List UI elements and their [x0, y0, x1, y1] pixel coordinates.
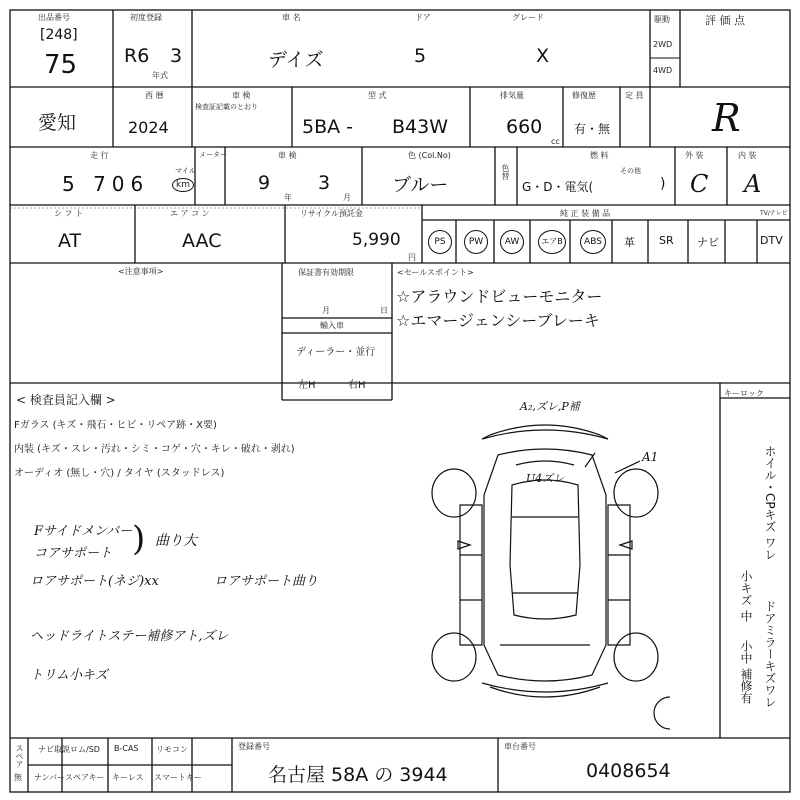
mileage-unit-km: km	[172, 178, 194, 192]
model-code: B43W	[392, 116, 448, 138]
grade-label: グレード	[512, 13, 544, 22]
number-label: ナンバー	[34, 773, 66, 782]
year-value: 2024	[128, 118, 169, 137]
keyless-label: キーレス	[112, 773, 144, 782]
equip-aw: AW	[500, 230, 524, 254]
exterior-label: 外 装	[685, 151, 704, 160]
capacity-label: 定 員	[625, 91, 644, 100]
interior-value: A	[744, 170, 762, 198]
car-name: デイズ	[268, 49, 324, 71]
drive-label: 駆動	[654, 15, 670, 24]
rear-note: A₂,ズレ,P補	[520, 400, 580, 413]
inspection-label: 車 検	[232, 91, 251, 100]
plate-label: 登録番号	[238, 742, 270, 751]
ac-value: AAC	[182, 230, 222, 252]
right-hand-label: 右H	[348, 380, 366, 391]
spare-label: スペア	[15, 744, 24, 768]
brace-mark: )	[132, 519, 146, 559]
right-vertical-2: 小キズ 中	[739, 570, 753, 622]
caution-label: <注意事項>	[118, 267, 164, 276]
lot-number: 75	[44, 50, 78, 80]
hand-note-2: コアサポート	[34, 546, 113, 561]
color-value: ブルー	[392, 174, 449, 196]
recycle-value: 5,990	[352, 230, 401, 250]
sales-label: <セールスポイント>	[397, 268, 474, 277]
car-label: 車 名	[282, 13, 301, 22]
color-label: 色 (Col.No)	[408, 151, 451, 160]
mileage-label: 走 行	[90, 151, 109, 160]
interior-label: 内 装	[738, 151, 757, 160]
sales-point-2: ☆エマージェンシーブレーキ	[396, 311, 600, 330]
inspection-sub: 検査証記載のとおり	[195, 103, 258, 111]
equip-sunroof: SR	[659, 234, 674, 247]
remote-label: リモコン	[156, 745, 188, 754]
fuel-label: 燃 料	[590, 151, 609, 160]
right-vertical-1: ホイル・CPキズ ワレ	[763, 445, 777, 561]
nav-label: ナビ取説	[38, 745, 70, 754]
model-label: 型 式	[368, 91, 387, 100]
equip-dtv: DTV	[760, 234, 783, 247]
lot-bracket: [248]	[40, 27, 78, 43]
equip-ps: PS	[428, 230, 452, 254]
left-hand-label: 左H	[298, 380, 316, 391]
equip-label: 純 正 装 備 品	[560, 209, 611, 218]
rom-label: ロム/SD	[70, 745, 100, 754]
door-value: 5	[414, 45, 427, 67]
shift-label: シ フ ト	[54, 209, 84, 218]
recycle-unit: 円	[408, 253, 416, 262]
fuel-value: G・D・電気(	[522, 180, 594, 194]
reg-year: R6	[124, 45, 150, 67]
inspector-line-3: オーディオ (無し・穴) / タイヤ (スタッドレス)	[14, 468, 225, 479]
right-vertical-4: 小中 補修有	[739, 640, 753, 704]
mileage-unit-mile: マイル	[175, 167, 196, 175]
hand-note-4: ロアサポート(ネジ)xx	[30, 574, 159, 589]
grade-value: X	[536, 45, 550, 67]
side-note: A1	[642, 450, 659, 464]
hand-note-6: ヘッドライトステー補修アト,ズレ	[30, 629, 229, 644]
inspector-title: < 検査員記入欄 >	[16, 393, 116, 407]
inspect-year: 9	[258, 172, 271, 194]
month-label: 月	[322, 306, 330, 315]
hand-note-1: Fサイドメンバー	[34, 524, 133, 539]
spare-key-label: スペアキー	[65, 773, 105, 782]
equip-airbag: エアB	[538, 230, 566, 254]
inspect-label: 車 検	[278, 151, 297, 160]
inspect-month-unit: 月	[343, 193, 351, 202]
hand-note-3: 曲り大	[155, 533, 197, 549]
ac-label: エ ア コ ン	[170, 209, 210, 218]
drive-2wd: 2WD	[653, 40, 673, 49]
dealer-label: ディーラー・並行	[296, 347, 376, 358]
score-value: R	[712, 96, 741, 140]
fuel-other: その他	[620, 167, 641, 175]
key-lock-label: キーロック	[724, 389, 764, 398]
equip-abs: ABS	[580, 230, 606, 254]
spare-value: 無	[14, 773, 22, 782]
lot-label: 出品番号	[38, 13, 70, 22]
right-vertical-3: ドアミラーキズワレ	[763, 600, 777, 708]
bcas-label: B-CAS	[114, 744, 139, 753]
model-prefix: 5BA -	[302, 116, 354, 138]
exterior-value: C	[690, 170, 709, 198]
inspect-month: 3	[318, 172, 331, 194]
plate-value: 名古屋 58A の 3944	[268, 764, 448, 786]
cc-unit: cc	[551, 137, 560, 146]
reg-sub: 年式	[152, 71, 168, 80]
inspector-line-2: 内装 (キズ・スレ・汚れ・シミ・コゲ・穴・キレ・破れ・剥れ)	[14, 444, 295, 455]
chassis-label: 車台番号	[504, 742, 536, 751]
equip-leather: 革	[624, 236, 635, 249]
reg-month: 3	[170, 45, 183, 67]
chassis-value: 0408654	[586, 760, 671, 782]
year-label: 西 暦	[145, 91, 164, 100]
recycle-label: リサイクル預託金	[300, 209, 363, 218]
fuel-close: )	[660, 176, 666, 192]
region: 愛知	[38, 112, 77, 134]
door-label: ドア	[415, 13, 431, 22]
inspect-year-unit: 年	[284, 193, 292, 202]
history-label: 修復歴	[572, 91, 596, 100]
inspector-line-1: Fガラス (キズ・飛石・ヒビ・リペア跡・X要)	[14, 420, 217, 431]
meter-label: メーター	[199, 151, 227, 159]
day-label: 日	[380, 306, 388, 315]
equip-pw: PW	[464, 230, 488, 254]
history-value: 有・無	[574, 122, 611, 136]
roof-note: U4ズレ	[526, 472, 565, 485]
score-label: 評 価 点	[705, 14, 745, 27]
expiry-label: 保証書有効期限	[298, 268, 354, 277]
color-change-label: 色替	[501, 164, 510, 180]
mileage-value: 5 706	[62, 172, 150, 196]
cc-value: 660	[506, 116, 543, 138]
car-diagram	[420, 395, 670, 735]
sales-point-1: ☆アラウンドビューモニター	[396, 287, 603, 306]
reg-label: 初度登録	[130, 13, 162, 22]
smart-key-label: スマートキー	[154, 773, 202, 782]
import-label: 輸入車	[320, 321, 344, 330]
hand-note-5: ロアサポート曲り	[214, 574, 319, 589]
hand-note-7: トリム小キズ	[30, 668, 108, 683]
drive-4wd: 4WD	[653, 66, 673, 75]
equip-navi: ナビ	[697, 236, 719, 249]
tv-label: TV/テレビ	[760, 210, 788, 217]
shift-value: AT	[58, 230, 82, 252]
cc-label: 排気量	[500, 91, 524, 100]
